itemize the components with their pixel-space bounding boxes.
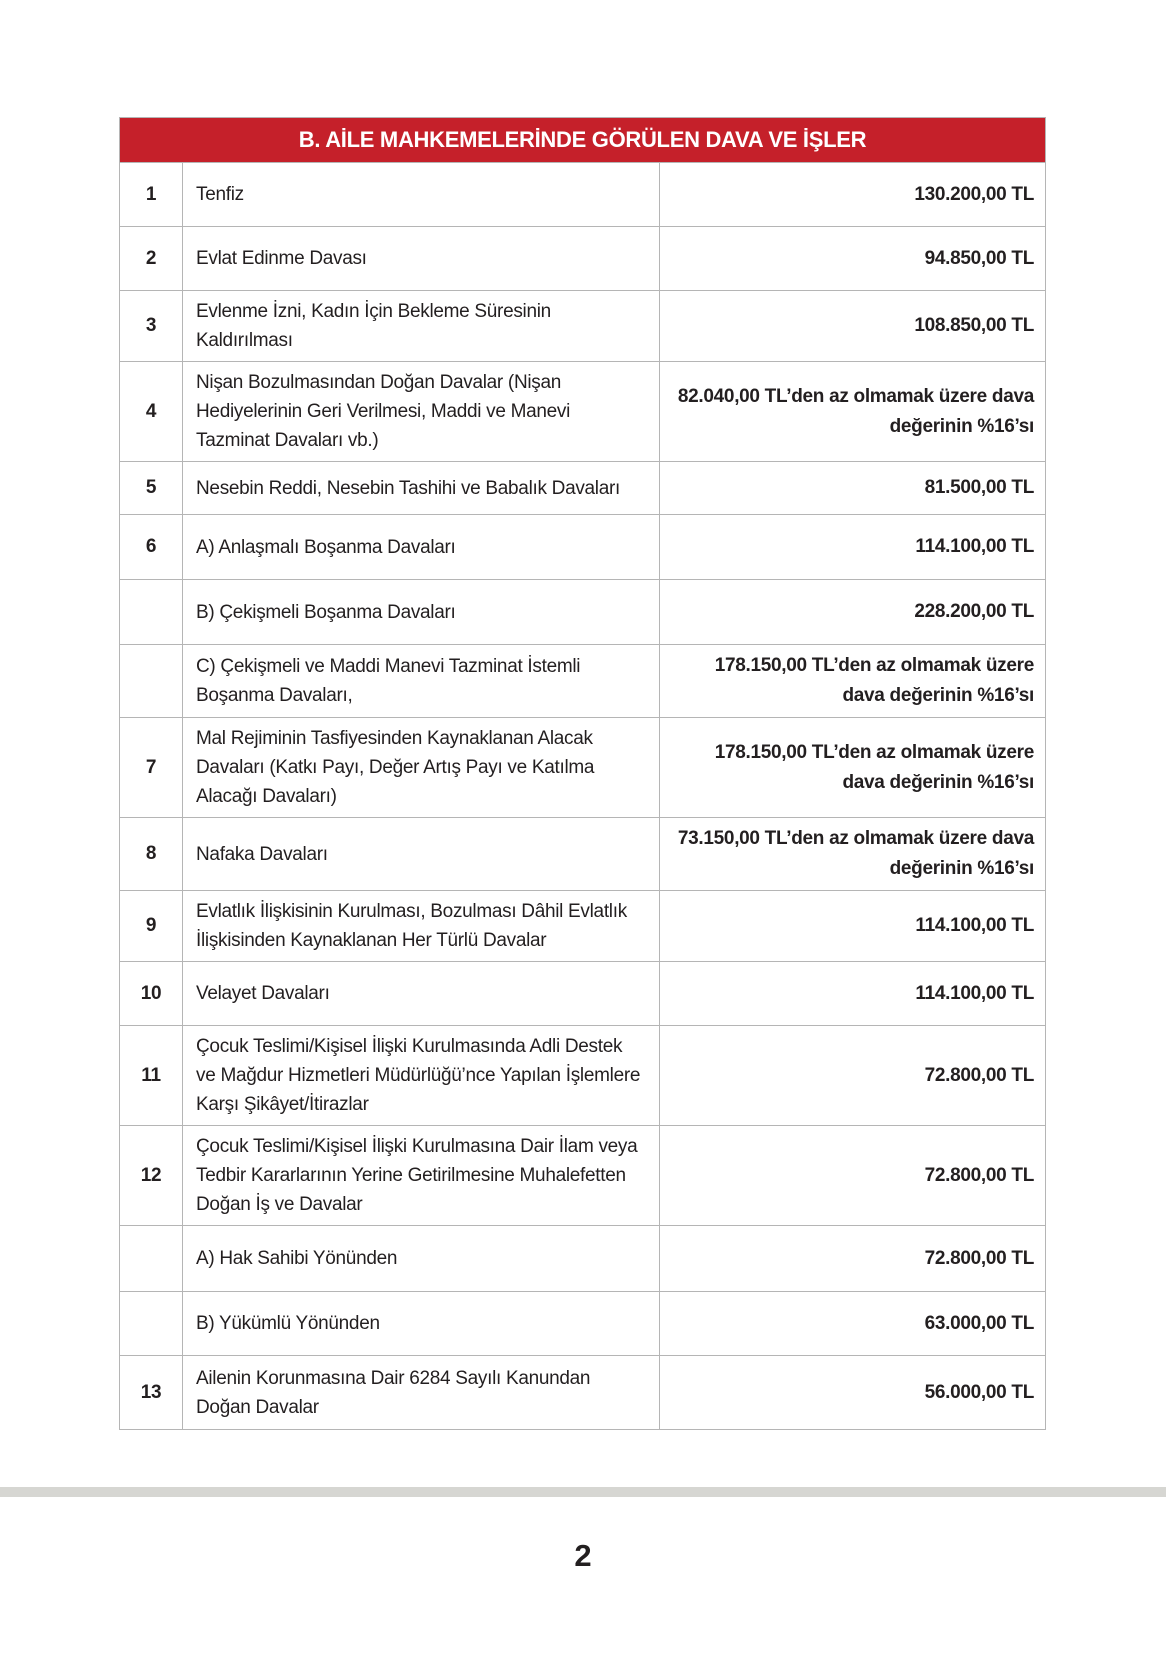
table-row bbox=[120, 890, 1045, 961]
fee-cell: 94.850,00 TL bbox=[924, 247, 1034, 269]
fee-cell: 114.100,00 TL bbox=[915, 915, 1034, 936]
row-number-cell: 5 bbox=[120, 462, 183, 514]
case-description-cell: Nişan Bozulmasından Doğan Davalar (Nişan Hediyelerinin Geri Verilmesi, Maddi ve Manevi Tazminat Davaları vb.) bbox=[183, 362, 660, 461]
case-description-cell: A) Hak Sahibi Yönünden bbox=[183, 1226, 660, 1291]
table-title: B. AİLE MAHKEMELERİNDE GÖRÜLEN DAVA VE İŞLER bbox=[120, 118, 1045, 162]
table-row bbox=[120, 290, 1045, 361]
row-number-cell: 9 bbox=[120, 891, 183, 961]
table-row bbox=[120, 1025, 1045, 1125]
table-row bbox=[120, 162, 1045, 226]
row-number-cell: 8 bbox=[120, 818, 183, 890]
row-number-cell bbox=[120, 1226, 183, 1291]
fee-cell: 82.040,00 TL’den az olmamak üzere dava değerinin %16’sı bbox=[677, 385, 1034, 437]
case-description-cell: Mal Rejiminin Tasfiyesinden Kaynaklanan Alacak Davaları (Katkı Payı, Değer Artış Payı ve Katılma Alacağı Davaları) bbox=[183, 718, 660, 817]
table-row bbox=[120, 361, 1045, 461]
row-number-cell: 3 bbox=[120, 291, 183, 361]
table-row bbox=[120, 226, 1045, 290]
fee-cell: 72.800,00 TL bbox=[924, 1247, 1034, 1269]
case-description-cell: Tenfiz bbox=[183, 163, 660, 226]
row-number-cell: 12 bbox=[120, 1126, 183, 1225]
table-row bbox=[120, 817, 1045, 890]
table-row bbox=[120, 961, 1045, 1025]
row-number-cell: 11 bbox=[120, 1026, 183, 1125]
table-row bbox=[120, 514, 1045, 579]
case-description-cell: Evlatlık İlişkisinin Kurulması, Bozulması Dâhil Evlatlık İlişkisinden Kaynaklanan Her Türlü Davalar bbox=[183, 891, 660, 961]
table-body bbox=[120, 162, 1045, 1429]
case-description-cell: Nesebin Reddi, Nesebin Tashihi ve Babalık Davaları bbox=[183, 462, 660, 514]
case-description-cell: A) Anlaşmalı Boşanma Davaları bbox=[183, 515, 660, 579]
table-row bbox=[120, 644, 1045, 717]
table-row bbox=[120, 579, 1045, 644]
row-number-cell: 2 bbox=[120, 227, 183, 290]
row-number-cell: 10 bbox=[120, 962, 183, 1025]
fee-cell: 108.850,00 TL bbox=[914, 315, 1034, 336]
fee-schedule-table bbox=[119, 117, 1046, 1430]
fee-cell: 56.000,00 TL bbox=[924, 1381, 1034, 1403]
table-row bbox=[120, 717, 1045, 817]
case-description-cell: Velayet Davaları bbox=[183, 962, 660, 1025]
fee-cell: 72.800,00 TL bbox=[924, 1064, 1034, 1086]
case-description-cell: Çocuk Teslimi/Kişisel İlişki Kurulmasında Adli Destek ve Mağdur Hizmetleri Müdürlüğü’nce Yapılan İşlemlere Karşı Şikâyet/İtirazlar bbox=[183, 1026, 660, 1125]
table-row bbox=[120, 461, 1045, 514]
table-row bbox=[120, 1125, 1045, 1225]
fee-cell: 178.150,00 TL’den az olmamak üzere dava değerinin %16’sı bbox=[714, 655, 1034, 706]
fee-cell: 130.200,00 TL bbox=[914, 183, 1034, 205]
fee-cell: 81.500,00 TL bbox=[924, 477, 1034, 498]
table-row bbox=[120, 1225, 1045, 1291]
case-description-cell: C) Çekişmeli ve Maddi Manevi Tazminat İstemli Boşanma Davaları, bbox=[183, 645, 660, 717]
table-row bbox=[120, 1291, 1045, 1355]
case-description-cell: Nafaka Davaları bbox=[183, 818, 660, 890]
case-description-cell: B) Çekişmeli Boşanma Davaları bbox=[183, 580, 660, 644]
fee-cell: 72.800,00 TL bbox=[924, 1164, 1034, 1186]
fee-cell: 228.200,00 TL bbox=[914, 601, 1034, 622]
case-description-cell: Evlenme İzni, Kadın İçin Bekleme Süresinin Kaldırılması bbox=[183, 291, 660, 361]
fee-cell: 178.150,00 TL’den az olmamak üzere dava değerinin %16’sı bbox=[714, 741, 1034, 793]
page-number: 2 bbox=[574, 1538, 592, 1573]
case-description-cell: B) Yükümlü Yönünden bbox=[183, 1292, 660, 1355]
fee-cell: 63.000,00 TL bbox=[924, 1312, 1034, 1334]
row-number-cell: 7 bbox=[120, 718, 183, 817]
footer-divider-band bbox=[0, 1487, 1166, 1497]
row-number-cell: 6 bbox=[120, 515, 183, 579]
case-description-cell: Ailenin Korunmasına Dair 6284 Sayılı Kanundan Doğan Davalar bbox=[183, 1356, 660, 1429]
case-description-cell: Evlat Edinme Davası bbox=[183, 227, 660, 290]
case-description-cell: Çocuk Teslimi/Kişisel İlişki Kurulmasına Dair İlam veya Tedbir Kararlarının Yerine Getirilmesine Muhalefetten Doğan İş ve Davalar bbox=[183, 1126, 660, 1225]
fee-cell: 114.100,00 TL bbox=[915, 982, 1034, 1004]
table-row bbox=[120, 1355, 1045, 1429]
row-number-cell bbox=[120, 1292, 183, 1355]
row-number-cell: 13 bbox=[120, 1356, 183, 1429]
fee-cell: 114.100,00 TL bbox=[915, 536, 1034, 557]
fee-cell: 73.150,00 TL’den az olmamak üzere dava değerinin %16’sı bbox=[677, 828, 1034, 879]
row-number-cell: 4 bbox=[120, 362, 183, 461]
row-number-cell bbox=[120, 580, 183, 644]
row-number-cell bbox=[120, 645, 183, 717]
row-number-cell: 1 bbox=[120, 163, 183, 226]
